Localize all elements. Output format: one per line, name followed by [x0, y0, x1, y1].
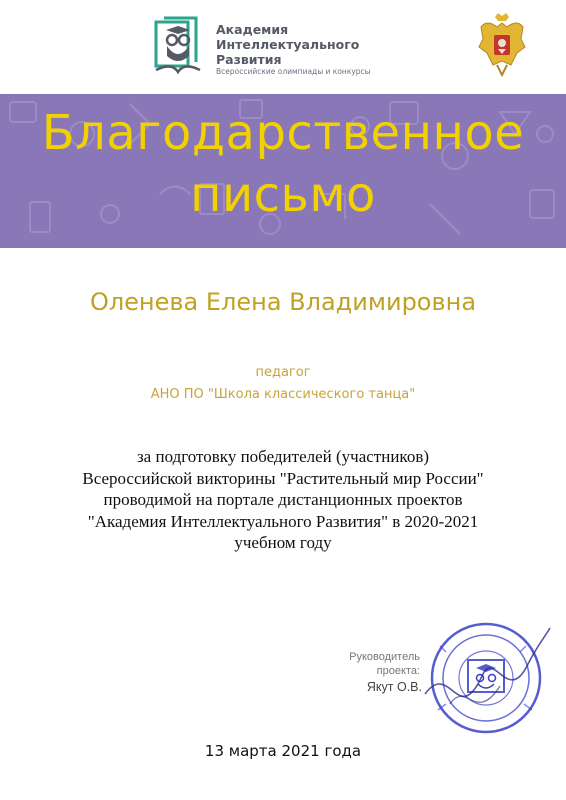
org-tagline: Всероссийские олимпиады и конкурсы: [216, 67, 371, 76]
body-line2: Всероссийской викторины "Растительный мир России": [82, 468, 484, 488]
org-name-line3: Развития: [216, 52, 282, 67]
certificate-header: [0, 0, 566, 92]
body-line5: учебном году: [234, 533, 332, 552]
round-stamp-icon: [420, 620, 552, 736]
signatory-title-line2: проекта:: [376, 665, 420, 677]
signatory-name: Якут О.В.: [366, 680, 422, 694]
signatory-title: [349, 650, 420, 678]
title-banner: [0, 94, 566, 248]
title-line2: письмо: [190, 167, 376, 223]
org-name-line2: Интеллектуального: [216, 37, 360, 52]
body-line4: "Академия Интеллектуального Развития" в 2020-2021: [87, 511, 479, 531]
recipient-role: педагог: [255, 365, 311, 380]
body-line1: за подготовку победителей (участников): [136, 447, 430, 466]
certificate-title: [0, 102, 566, 226]
recipient-organization: АНО ПО "Школа классического танца": [150, 387, 416, 402]
org-name: [216, 22, 359, 67]
issue-date: 13 марта 2021 года: [204, 742, 362, 760]
certificate-body: [40, 446, 526, 554]
recipient-name: Оленева Елена Владимировна: [89, 288, 477, 316]
body-line3: проводимой на портале дистанционных проектов: [103, 490, 463, 509]
russian-coat-of-arms-icon: [477, 13, 527, 77]
owl-book-logo-icon: [148, 16, 208, 80]
signatory-title-line1: Руководитель: [349, 651, 420, 663]
title-line1: Благодарственное: [41, 105, 525, 161]
org-name-line1: Академия: [216, 22, 289, 37]
